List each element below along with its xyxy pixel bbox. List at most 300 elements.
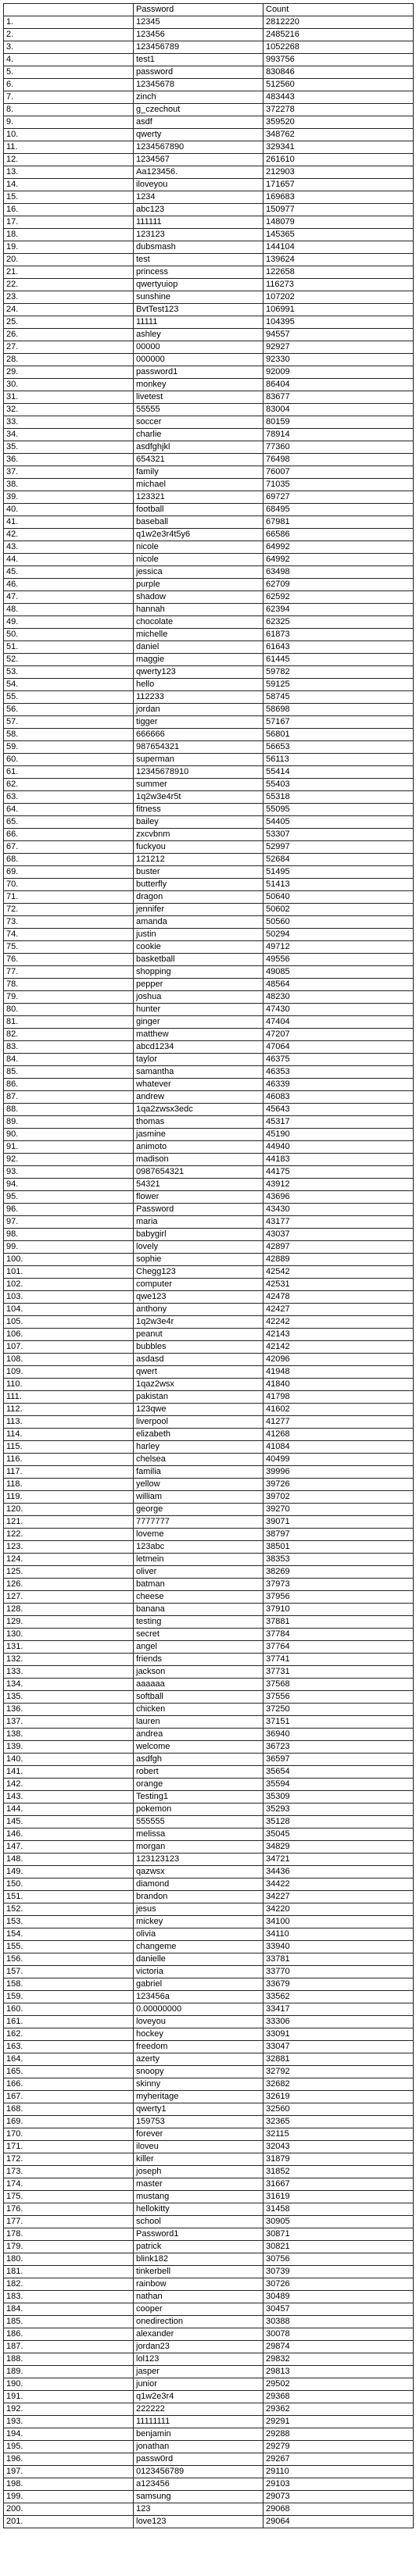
- cell-password: friends: [134, 1654, 264, 1666]
- cell-count: 32682: [264, 2078, 414, 2091]
- cell-count: 94557: [264, 329, 414, 341]
- cell-count: 2812220: [264, 16, 414, 29]
- cell-password: 0987654321: [134, 1166, 264, 1179]
- cell-password: 123456789: [134, 41, 264, 54]
- cell-password: pokemon: [134, 1804, 264, 1816]
- table-row: [4, 2078, 414, 2091]
- cell-rank: 141.: [4, 1766, 134, 1779]
- cell-password: michelle: [134, 629, 264, 641]
- cell-password: 121212: [134, 854, 264, 866]
- cell-count: 29103: [264, 2478, 414, 2491]
- table-row: [4, 2091, 414, 2103]
- cell-rank: 122.: [4, 1529, 134, 1541]
- cell-count: 57167: [264, 716, 414, 729]
- table-row: [4, 91, 414, 104]
- cell-password: Password: [134, 1204, 264, 1216]
- cell-password: qwe123: [134, 1291, 264, 1304]
- cell-password: fitness: [134, 804, 264, 816]
- cell-rank: 160.: [4, 2003, 134, 2016]
- cell-password: shopping: [134, 966, 264, 979]
- table-row: [4, 1529, 414, 1541]
- cell-password: princess: [134, 266, 264, 279]
- cell-password: 555555: [134, 1816, 264, 1829]
- cell-password: password: [134, 66, 264, 79]
- cell-password: freedom: [134, 2041, 264, 2053]
- cell-count: 41798: [264, 1391, 414, 1404]
- table-row: [4, 404, 414, 416]
- cell-count: 35293: [264, 1804, 414, 1816]
- cell-rank: 61.: [4, 766, 134, 779]
- cell-count: 56653: [264, 741, 414, 754]
- cell-password: Testing1: [134, 1791, 264, 1804]
- cell-count: 49556: [264, 954, 414, 966]
- cell-rank: 86.: [4, 1079, 134, 1091]
- cell-count: 32043: [264, 2141, 414, 2153]
- cell-password: Chegg123: [134, 1266, 264, 1279]
- cell-password: hello: [134, 679, 264, 691]
- cell-count: 34227: [264, 1891, 414, 1903]
- cell-count: 61873: [264, 629, 414, 641]
- cell-password: letmein: [134, 1554, 264, 1566]
- cell-rank: 68.: [4, 854, 134, 866]
- cell-count: 38501: [264, 1541, 414, 1554]
- cell-count: 36597: [264, 1754, 414, 1766]
- table-row: [4, 966, 414, 979]
- cell-count: 59125: [264, 679, 414, 691]
- cell-password: purple: [134, 579, 264, 591]
- cell-count: 36723: [264, 1741, 414, 1754]
- cell-rank: 22.: [4, 279, 134, 291]
- table-row: [4, 1116, 414, 1129]
- table-row: [4, 241, 414, 254]
- cell-count: 30726: [264, 2278, 414, 2291]
- table-row: [4, 1679, 414, 1691]
- cell-count: 29362: [264, 2403, 414, 2416]
- cell-password: oliver: [134, 1566, 264, 1579]
- cell-password: robert: [134, 1766, 264, 1779]
- cell-rank: 167.: [4, 2091, 134, 2103]
- cell-password: softball: [134, 1691, 264, 1704]
- cell-rank: 48.: [4, 604, 134, 616]
- cell-password: zinch: [134, 91, 264, 104]
- cell-count: 76007: [264, 466, 414, 479]
- cell-password: angel: [134, 1641, 264, 1654]
- cell-rank: 12.: [4, 154, 134, 166]
- cell-rank: 142.: [4, 1779, 134, 1791]
- cell-password: 0123456789: [134, 2466, 264, 2478]
- table-row: [4, 1466, 414, 1479]
- cell-password: changeme: [134, 1941, 264, 1953]
- cell-count: 48564: [264, 979, 414, 991]
- cell-count: 43037: [264, 1229, 414, 1241]
- cell-password: aaaaaa: [134, 1679, 264, 1691]
- cell-count: 29068: [264, 2503, 414, 2516]
- cell-password: bailey: [134, 816, 264, 829]
- cell-count: 61445: [264, 654, 414, 666]
- table-row: [4, 1841, 414, 1854]
- cell-rank: 91.: [4, 1141, 134, 1154]
- cell-count: 993756: [264, 54, 414, 66]
- cell-count: 30756: [264, 2253, 414, 2266]
- cell-rank: 34.: [4, 429, 134, 441]
- cell-rank: 198.: [4, 2478, 134, 2491]
- cell-password: diamond: [134, 1878, 264, 1891]
- cell-count: 35309: [264, 1791, 414, 1804]
- cell-count: 92927: [264, 341, 414, 354]
- table-row: [4, 1291, 414, 1304]
- cell-password: skinny: [134, 2078, 264, 2091]
- cell-password: cheese: [134, 1591, 264, 1604]
- cell-password: chocolate: [134, 616, 264, 629]
- cell-rank: 186.: [4, 2328, 134, 2341]
- cell-count: 29291: [264, 2416, 414, 2428]
- table-row: [4, 1729, 414, 1741]
- cell-rank: 197.: [4, 2466, 134, 2478]
- table-row: [4, 1316, 414, 1329]
- cell-password: hunter: [134, 1004, 264, 1016]
- cell-count: 31667: [264, 2178, 414, 2191]
- cell-rank: 13.: [4, 166, 134, 179]
- cell-rank: 10.: [4, 129, 134, 141]
- cell-password: patrick: [134, 2241, 264, 2253]
- table-row: [4, 941, 414, 954]
- cell-count: 44183: [264, 1154, 414, 1166]
- cell-password: peanut: [134, 1329, 264, 1341]
- cell-password: lovely: [134, 1241, 264, 1254]
- table-row: [4, 1066, 414, 1079]
- table-row: [4, 41, 414, 54]
- cell-count: 37556: [264, 1691, 414, 1704]
- cell-rank: 134.: [4, 1679, 134, 1691]
- cell-count: 150977: [264, 204, 414, 216]
- cell-rank: 6.: [4, 79, 134, 91]
- table-row: [4, 254, 414, 266]
- cell-rank: 20.: [4, 254, 134, 266]
- table-row: [4, 2353, 414, 2366]
- cell-count: 30821: [264, 2241, 414, 2253]
- cell-password: joshua: [134, 991, 264, 1004]
- cell-password: shadow: [134, 591, 264, 604]
- cell-password: dragon: [134, 891, 264, 904]
- cell-rank: 157.: [4, 1966, 134, 1978]
- cell-count: 212903: [264, 166, 414, 179]
- cell-count: 261610: [264, 154, 414, 166]
- cell-password: passw0rd: [134, 2453, 264, 2466]
- table-row: [4, 1354, 414, 1366]
- table-body: [4, 16, 414, 2528]
- cell-count: 37956: [264, 1591, 414, 1604]
- cell-count: 46339: [264, 1079, 414, 1091]
- cell-rank: 137.: [4, 1716, 134, 1729]
- cell-count: 41084: [264, 1441, 414, 1454]
- cell-rank: 93.: [4, 1166, 134, 1179]
- cell-password: pepper: [134, 979, 264, 991]
- cell-count: 68495: [264, 504, 414, 516]
- table-row: [4, 2266, 414, 2278]
- cell-count: 78914: [264, 429, 414, 441]
- cell-rank: 78.: [4, 979, 134, 991]
- cell-rank: 55.: [4, 691, 134, 704]
- table-row: [4, 729, 414, 741]
- cell-password: william: [134, 1491, 264, 1504]
- table-row: [4, 1991, 414, 2003]
- cell-count: 33770: [264, 1966, 414, 1978]
- cell-count: 39726: [264, 1479, 414, 1491]
- table-row: [4, 2291, 414, 2303]
- table-row: [4, 1416, 414, 1429]
- table-row: [4, 416, 414, 429]
- cell-count: 40499: [264, 1454, 414, 1466]
- table-row: [4, 2278, 414, 2291]
- cell-count: 34220: [264, 1903, 414, 1916]
- cell-password: 11111: [134, 316, 264, 329]
- cell-count: 80159: [264, 416, 414, 429]
- cell-rank: 110.: [4, 1379, 134, 1391]
- cell-count: 30388: [264, 2316, 414, 2328]
- table-row: [4, 816, 414, 829]
- cell-count: 86404: [264, 379, 414, 391]
- cell-rank: 104.: [4, 1304, 134, 1316]
- table-row: [4, 1791, 414, 1804]
- table-row: [4, 2103, 414, 2116]
- cell-password: george: [134, 1504, 264, 1516]
- cell-rank: 118.: [4, 1479, 134, 1491]
- cell-rank: 199.: [4, 2491, 134, 2503]
- cell-count: 43912: [264, 1179, 414, 1191]
- table-row: [4, 604, 414, 616]
- cell-count: 34829: [264, 1841, 414, 1854]
- cell-count: 52997: [264, 841, 414, 854]
- table-row: [4, 2428, 414, 2441]
- cell-password: jessica: [134, 566, 264, 579]
- cell-rank: 127.: [4, 1591, 134, 1604]
- cell-rank: 150.: [4, 1878, 134, 1891]
- table-row: [4, 1878, 414, 1891]
- table-row: [4, 1666, 414, 1679]
- cell-count: 41277: [264, 1416, 414, 1429]
- cell-count: 31458: [264, 2203, 414, 2216]
- table-row: [4, 179, 414, 191]
- cell-password: test: [134, 254, 264, 266]
- cell-rank: 75.: [4, 941, 134, 954]
- table-row: [4, 1254, 414, 1266]
- cell-password: bubbles: [134, 1341, 264, 1354]
- cell-rank: 14.: [4, 179, 134, 191]
- cell-rank: 112.: [4, 1404, 134, 1416]
- cell-rank: 24.: [4, 304, 134, 316]
- cell-rank: 70.: [4, 879, 134, 891]
- cell-rank: 90.: [4, 1129, 134, 1141]
- cell-password: q1w2e3r4: [134, 2391, 264, 2403]
- table-row: [4, 2116, 414, 2128]
- cell-count: 39071: [264, 1516, 414, 1529]
- table-row: [4, 1716, 414, 1729]
- table-row: [4, 1266, 414, 1279]
- cell-password: ashley: [134, 329, 264, 341]
- cell-rank: 135.: [4, 1691, 134, 1704]
- cell-password: qwerty: [134, 129, 264, 141]
- table-row: [4, 2003, 414, 2016]
- table-row: [4, 1379, 414, 1391]
- cell-count: 830846: [264, 66, 414, 79]
- cell-password: animoto: [134, 1141, 264, 1154]
- cell-rank: 99.: [4, 1241, 134, 1254]
- cell-rank: 145.: [4, 1816, 134, 1829]
- cell-password: jordan23: [134, 2341, 264, 2353]
- cell-rank: 1.: [4, 16, 134, 29]
- cell-password: amanda: [134, 916, 264, 929]
- cell-password: elizabeth: [134, 1429, 264, 1441]
- table-row: [4, 154, 414, 166]
- table-row: [4, 104, 414, 116]
- cell-rank: 28.: [4, 354, 134, 366]
- cell-rank: 97.: [4, 1216, 134, 1229]
- cell-rank: 106.: [4, 1329, 134, 1341]
- cell-rank: 175.: [4, 2191, 134, 2203]
- table-row: [4, 979, 414, 991]
- table-row: [4, 2141, 414, 2153]
- cell-rank: 9.: [4, 116, 134, 129]
- cell-password: 1qaz2wsx: [134, 1379, 264, 1391]
- cell-password: 54321: [134, 1179, 264, 1191]
- cell-count: 33091: [264, 2028, 414, 2041]
- cell-password: 159753: [134, 2116, 264, 2128]
- cell-rank: 51.: [4, 641, 134, 654]
- table-row: [4, 2466, 414, 2478]
- table-row: [4, 1641, 414, 1654]
- cell-password: jordan: [134, 704, 264, 716]
- table-row: [4, 779, 414, 791]
- cell-rank: 126.: [4, 1579, 134, 1591]
- cell-password: mustang: [134, 2191, 264, 2203]
- cell-rank: 169.: [4, 2116, 134, 2128]
- cell-rank: 42.: [4, 529, 134, 541]
- cell-rank: 62.: [4, 779, 134, 791]
- cell-count: 56801: [264, 729, 414, 741]
- cell-password: cookie: [134, 941, 264, 954]
- cell-rank: 109.: [4, 1366, 134, 1379]
- cell-count: 54405: [264, 816, 414, 829]
- cell-password: melissa: [134, 1829, 264, 1841]
- cell-rank: 17.: [4, 216, 134, 229]
- cell-rank: 188.: [4, 2353, 134, 2366]
- cell-rank: 50.: [4, 629, 134, 641]
- cell-password: mickey: [134, 1916, 264, 1928]
- table-row: [4, 79, 414, 91]
- table-row: [4, 429, 414, 441]
- cell-count: 62325: [264, 616, 414, 629]
- cell-password: 112233: [134, 691, 264, 704]
- table-row: [4, 2191, 414, 2203]
- table-row: [4, 2228, 414, 2241]
- cell-rank: 89.: [4, 1116, 134, 1129]
- table-row: [4, 2328, 414, 2341]
- cell-password: basketball: [134, 954, 264, 966]
- cell-count: 30739: [264, 2266, 414, 2278]
- cell-password: rainbow: [134, 2278, 264, 2291]
- cell-count: 139624: [264, 254, 414, 266]
- table-row: [4, 1916, 414, 1928]
- cell-password: 000000: [134, 354, 264, 366]
- cell-password: qwertyuiop: [134, 279, 264, 291]
- cell-password: 111111: [134, 216, 264, 229]
- table-row: [4, 1229, 414, 1241]
- cell-count: 62592: [264, 591, 414, 604]
- cell-password: password1: [134, 366, 264, 379]
- cell-password: jonathan: [134, 2441, 264, 2453]
- table-row: [4, 854, 414, 866]
- cell-count: 42478: [264, 1291, 414, 1304]
- cell-password: orange: [134, 1779, 264, 1791]
- cell-count: 46375: [264, 1054, 414, 1066]
- table-row: [4, 2028, 414, 2041]
- table-row: [4, 1279, 414, 1291]
- cell-password: 12345678910: [134, 766, 264, 779]
- table-row: [4, 29, 414, 41]
- table-row: [4, 2416, 414, 2428]
- table-row: [4, 2178, 414, 2191]
- cell-count: 45190: [264, 1129, 414, 1141]
- cell-rank: 19.: [4, 241, 134, 254]
- cell-rank: 192.: [4, 2403, 134, 2416]
- table-row: [4, 379, 414, 391]
- cell-count: 42889: [264, 1254, 414, 1266]
- cell-count: 35594: [264, 1779, 414, 1791]
- cell-rank: 124.: [4, 1554, 134, 1566]
- cell-count: 49085: [264, 966, 414, 979]
- cell-password: 1234567890: [134, 141, 264, 154]
- cell-rank: 77.: [4, 966, 134, 979]
- cell-count: 29368: [264, 2391, 414, 2403]
- table-row: [4, 2366, 414, 2378]
- cell-count: 171657: [264, 179, 414, 191]
- cell-count: 50640: [264, 891, 414, 904]
- cell-password: summer: [134, 779, 264, 791]
- cell-count: 33940: [264, 1941, 414, 1953]
- table-row: [4, 1091, 414, 1104]
- cell-rank: 39.: [4, 491, 134, 504]
- cell-count: 37568: [264, 1679, 414, 1691]
- cell-password: babygirl: [134, 1229, 264, 1241]
- cell-rank: 159.: [4, 1991, 134, 2003]
- cell-count: 145365: [264, 229, 414, 241]
- cell-count: 46353: [264, 1066, 414, 1079]
- cell-count: 42531: [264, 1279, 414, 1291]
- cell-password: nicole: [134, 554, 264, 566]
- table-row: [4, 2303, 414, 2316]
- table-row: [4, 166, 414, 179]
- cell-count: 35128: [264, 1816, 414, 1829]
- cell-password: 222222: [134, 2403, 264, 2416]
- header-rank: [4, 4, 134, 16]
- cell-rank: 67.: [4, 841, 134, 854]
- cell-rank: 201.: [4, 2516, 134, 2528]
- cell-rank: 148.: [4, 1854, 134, 1866]
- cell-count: 33047: [264, 2041, 414, 2053]
- table-row: [4, 1479, 414, 1491]
- cell-count: 372278: [264, 104, 414, 116]
- table-row: [4, 1016, 414, 1029]
- cell-count: 122658: [264, 266, 414, 279]
- cell-count: 64992: [264, 541, 414, 554]
- cell-rank: 27.: [4, 341, 134, 354]
- cell-rank: 138.: [4, 1729, 134, 1741]
- table-row: [4, 2341, 414, 2353]
- cell-count: 37731: [264, 1666, 414, 1679]
- cell-rank: 193.: [4, 2416, 134, 2428]
- table-row: [4, 616, 414, 629]
- cell-password: 11111111: [134, 2416, 264, 2428]
